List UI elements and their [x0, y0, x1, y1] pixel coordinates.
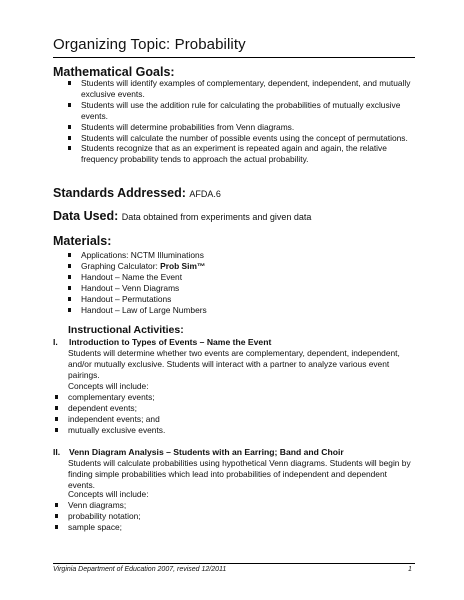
activity-one-concepts-label: Concepts will include: — [68, 381, 149, 391]
list-item: Students will identify examples of complementary, dependent, independent, and mutually exclusive events. — [68, 78, 418, 100]
list-item: Students will calculate the number of possible events using the concept of permutations. — [68, 133, 418, 144]
list-item: Students will use the addition rule for calculating the probabilities of mutually exclusive events. — [68, 100, 418, 122]
activity-two-number: II. — [53, 447, 61, 457]
title-divider — [53, 57, 415, 58]
activity-one-number: I. — [53, 337, 58, 347]
list-item: probability notation; — [55, 511, 395, 522]
list-item: Handout – Venn Diagrams — [68, 283, 408, 294]
activity-one-title — [53, 337, 271, 347]
list-item: Handout – Law of Large Numbers — [68, 305, 408, 316]
activity-two-title-text: Venn Diagram Analysis – Students with an Earring; Band and Choir — [69, 447, 344, 457]
standards-value: AFDA.6 — [189, 189, 221, 199]
activity-one-concepts — [55, 392, 395, 436]
list-item: Handout – Permutations — [68, 294, 408, 305]
materials-heading: Materials: — [53, 234, 112, 248]
activity-two-concepts — [55, 500, 395, 533]
data-used-heading — [53, 209, 311, 223]
activity-two-title — [53, 447, 344, 457]
list-item: Students recognize that as an experiment is repeated again and again, the relative frequency probability tends to approach the actual probability. — [68, 143, 418, 165]
list-item: sample space; — [55, 522, 395, 533]
activities-heading: Instructional Activities: — [68, 324, 184, 336]
list-item: Applications: NCTM Illuminations — [68, 250, 408, 261]
standards-heading — [53, 186, 221, 200]
footer-divider — [53, 563, 415, 564]
list-item: complementary events; — [55, 392, 395, 403]
calculator-app-name: Prob Sim™ — [160, 260, 206, 271]
data-used-value: Data obtained from experiments and given data — [121, 212, 312, 222]
activity-one-description: Students will determine whether two events are complementary, dependent, independent, and/or mutually exclusive. Students will interact with a partner to analyze various event pairings. — [68, 348, 400, 380]
list-item: dependent events; — [55, 403, 395, 414]
goals-list — [68, 78, 418, 165]
goals-heading: Mathematical Goals: — [53, 65, 175, 79]
standards-label: Standards Addressed: — [53, 186, 186, 200]
page-number: 1 — [408, 566, 412, 573]
calculator-label: Graphing Calculator: — [81, 260, 158, 271]
footer-source: Virginia Department of Education 2007, revised 12/2011 — [53, 566, 227, 573]
list-item: Handout – Name the Event — [68, 272, 408, 283]
activity-two-description: Students will calculate probabilities using hypothetical Venn diagrams. Students will begin by finding simple probabilities which lead into probabilities of independent and dependent events. — [68, 458, 411, 490]
data-used-label: Data Used: — [53, 209, 119, 223]
list-item: mutually exclusive events. — [55, 425, 395, 436]
list-item: Venn diagrams; — [55, 500, 395, 511]
list-item — [68, 261, 408, 272]
list-item: independent events; and — [55, 414, 395, 425]
activity-one-title-text: Introduction to Types of Events – Name the Event — [69, 337, 272, 347]
materials-list — [68, 250, 408, 315]
page-title: Organizing Topic: Probability — [53, 36, 246, 53]
activity-two-concepts-label: Concepts will include: — [68, 489, 149, 499]
list-item: Students will determine probabilities from Venn diagrams. — [68, 122, 418, 133]
